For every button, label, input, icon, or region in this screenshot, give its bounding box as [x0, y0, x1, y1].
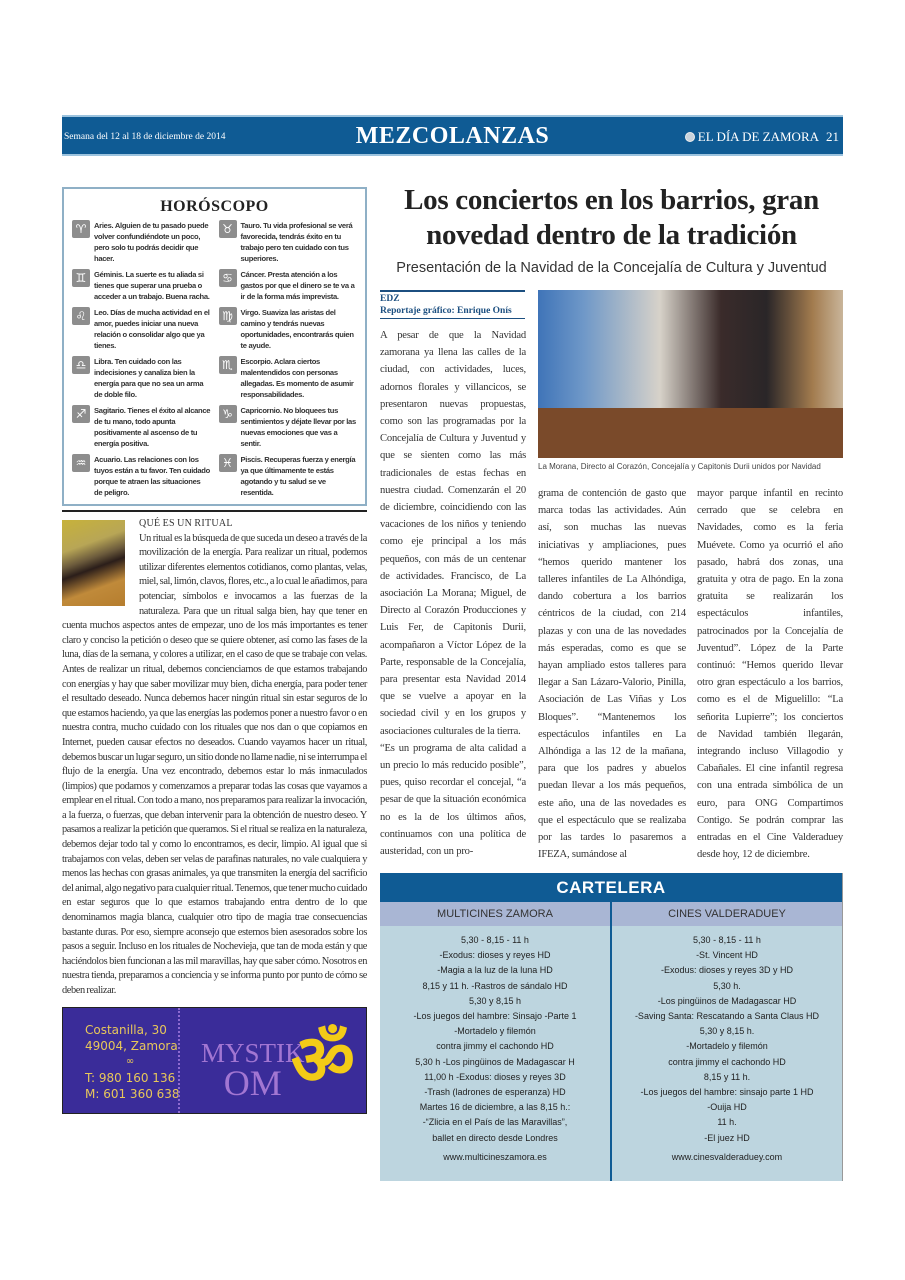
cinema-columns — [380, 902, 842, 1181]
showtime-line: -El juez HD — [704, 1132, 750, 1143]
showtime-line: -Los pingüinos de Madagascar HD — [657, 995, 797, 1006]
sign-text: Tauro. Tu vida profesional se verá favorecida, tendrás éxito en tu trabajo pero ten cuidado con tus superiores. — [240, 221, 353, 263]
logo-line2: OM — [223, 1062, 282, 1103]
ritual-title: QUÉ ES UN RITUAL — [139, 518, 233, 529]
aries-icon: ♈ — [72, 220, 90, 238]
showtime-line: -Los juegos del hambre: sinsajo parte 1 HD — [640, 1087, 814, 1098]
horoscope-sign — [72, 220, 211, 264]
ad-phone: T: 980 160 136 — [85, 1070, 176, 1085]
showtime-line: contra jimmy el cachondo HD — [436, 1041, 554, 1052]
showtime-line: 8,15 y 11 h. -Rastros de sándalo HD — [422, 980, 568, 991]
horoscope-sign — [72, 307, 211, 351]
leo-icon: ♌ — [72, 307, 90, 325]
logo-line1: MYSTIK — [201, 1037, 305, 1068]
mystik-om-ad[interactable] — [62, 1007, 367, 1114]
ritual-article — [62, 517, 367, 999]
showtime-line: -St. Vincent HD — [696, 950, 758, 961]
article-column-3: mayor parque infantil en recinto cerrado que se celebra en Navidades, como es la feria Muévete. Como ya ocurrió el año pasado, habrá dos zonas, una gratuita y otra de pago. En la zona gratuita se realizarán los espectáculos infantiles, patrocinados por la Concejalía de Juventud”. López de la Parte continuó: “Hemos querido llevar otro gran espectáculo a los barrios, como es el de Miguelillo: “La señorita Lupierre”; los conciertos de Navidad también llegarán, integrando incluso Villagodio y Cabañales. El cine infantil regresa con una entrada simbólica de un euro, para ONG Compartimos Contigo. Se podrán comprar las entradas en el Cine Valderaduey desde hoy, 12 de diciembre. — [697, 488, 843, 861]
showtime-line: Martes 16 de diciembre, a las 8,15 h.: — [419, 1102, 571, 1113]
showtime-line: contra jimmy el cachondo HD — [668, 1056, 786, 1067]
cinema-website-link[interactable]: www.cinesvalderaduey.com — [671, 1151, 783, 1162]
paragraph: A pesar de que la Navidad zamorana ya llena las calles de la ciudad, con actividades, luces, adornos florales y villancicos, se presentaron nuevas propuestas, como son las programadas por la Concejalía de Cultura y Juventud y que se sienten como las más tradicionales de estas fechas en nuestra ciudad. Comenzarán el 20 de diciembre, coincidiendo con las vacaciones de los niños y teniendo como eje principal a los más pequeños, con más de un centenar de actividades. Francisco, de La asociación La Morana; Miguel, de Directo al Corazón Producciones y Luis Fer, de Capitonis Durii, acompañaron a Víctor López de la Parte, responsable de la Concejalía, para presentar esta Navidad 2014 que se vuelve a apoyar en la sociedad civil y en los grupos y asociaciones culturales de la tierra. — [380, 330, 526, 737]
sign-text: Aries. Alguien de tu pasado puede volver confundiéndote un poco, pero solo tu podrás decidir que hacer. — [94, 221, 209, 263]
showtime-line: -Exodus: dioses y reyes HD — [439, 950, 551, 961]
brand-name: EL DÍA DE ZAMORA — [697, 129, 819, 144]
showtime-line: -“Zlicia en el País de las Maravillas”, — [422, 1117, 568, 1128]
showtime-line: ballet en directo desde Londres — [432, 1132, 558, 1143]
ad-address-street: Costanilla, 30 — [85, 1022, 167, 1037]
logo-dot-icon — [685, 132, 695, 142]
aquarius-icon: ♒ — [72, 454, 90, 472]
photo-credit: Reportaje gráfico: Enrique Onís — [380, 306, 512, 316]
horoscope-sign — [72, 405, 211, 449]
sign-text: Escorpio. Aclara ciertos malentendidos con personas allegadas. Es momento de asumir responsabilidades. — [240, 357, 354, 399]
showtime-line: 5,30 y 8,15 h — [468, 995, 522, 1006]
ad-separator: ∞ — [125, 1055, 135, 1067]
article-column-1 — [380, 327, 526, 860]
pisces-icon: ♓ — [219, 454, 237, 472]
ad-decorative-chain — [178, 1008, 182, 1113]
horoscope-sign — [219, 307, 358, 351]
sign-text: Géminis. La suerte es tu aliada si tienes que superar una prueba o acceder a un trabajo. Buena racha. — [94, 270, 210, 301]
showtime-line: -Mortadelo y filemón — [686, 1041, 768, 1052]
horoscope-sign — [219, 269, 358, 302]
press-conference-photo — [538, 290, 843, 458]
cancer-icon: ♋ — [219, 269, 237, 287]
sign-text: Capricornio. No bloquees tus sentimientos y déjate llevar por las nuevas emociones que vas a sentir. — [240, 406, 356, 448]
showtime-line: 8,15 y 11 h. — [703, 1071, 751, 1082]
newspaper-brand — [685, 129, 819, 145]
taurus-icon: ♉ — [219, 220, 237, 238]
cinema-listing — [610, 902, 842, 1181]
showtime-line: 11 h. — [717, 1117, 737, 1128]
horoscope-title: HORÓSCOPO — [160, 198, 269, 215]
sign-text: Piscis. Recuperas fuerza y energía ya que últimamente te estás agotando y tu salud se ve resentida. — [240, 455, 356, 497]
horoscope-sign — [72, 356, 211, 400]
showtime-line: 5,30 h. — [713, 980, 741, 991]
horoscope-sign — [219, 356, 358, 400]
horoscope-grid — [64, 216, 365, 498]
showtime-line: -Exodus: dioses y reyes 3D y HD — [660, 965, 794, 976]
photo-caption: La Morana, Directo al Corazón, Concejalía y Capitonis Durii unidos por Navidad — [538, 462, 821, 471]
article-headline: Los conciertos en los barrios, gran novedad dentro de la tradición — [404, 184, 819, 251]
sagittarius-icon: ♐ — [72, 405, 90, 423]
showtime-line: 5,30 - 8,15 - 11 h — [461, 935, 529, 945]
sign-text: Cáncer. Presta atención a los gastos por que el dinero se te va a ir de la forma más imprevista. — [240, 270, 355, 301]
section-title: MEZCOLANZAS — [355, 123, 550, 149]
ad-contact — [85, 1022, 180, 1102]
sign-text: Libra. Ten cuidado con las indecisiones y canaliza bien la energía para que no sea un arma de doble filo. — [94, 357, 204, 399]
gemini-icon: ♊ — [72, 269, 90, 287]
sign-text: Sagitario. Tienes el éxito al alcance de tu mano, todo apunta positivamente al ascenso de tu energía positiva. — [94, 406, 211, 448]
article-column-2: grama de contención de gasto que marca todas las actividades. Aún así, son muchas las nuevas iniciativas y ampliaciones, pues “hemos querido mantener los talleres infantiles de La Alhóndiga, dando cobertura a los barrios céntricos de la ciudad, con 214 plazas y con una de las novedades más esperadas, como es que se hayan ampliado estos talleres para llegar a San Lázaro-Valorio, Pinilla, Asociación de Las Viñas y Los Bloques”. “Mantenemos los espectáculos infantiles en La Alhóndiga a las 12 de la mañana, para que los padres y abuelos puedan llevar a los más pequeños, este año, una de las novedades es que el espectáculo que se realizaba por las tardes lo pasaremos a IFEZA, sumándose al — [538, 488, 686, 861]
sign-text: Leo. Días de mucha actividad en el amor, puedes iniciar una nueva relación o consolidar algo que ya tienes. — [94, 308, 210, 350]
virgo-icon: ♍ — [219, 307, 237, 325]
left-column — [62, 187, 367, 1114]
ad-address-city: 49004, Zamora — [85, 1038, 178, 1053]
horoscope-sign — [72, 269, 211, 302]
showtimes-list — [380, 926, 610, 1165]
ad-logo-text — [201, 1037, 305, 1103]
issue-date: Semana del 12 al 18 de diciembre de 2014 — [64, 132, 226, 142]
showtime-line: 5,30 - 8,15 - 11 h — [693, 935, 761, 945]
showtime-line: -Ouija HD — [707, 1102, 747, 1113]
cinema-name: CINES VALDERADUEY — [612, 902, 842, 926]
showtime-line: 5,30 h -Los pingüinos de Madagascar H — [415, 1056, 575, 1067]
showtime-line: -Trash (ladrones de esperanza) HD — [424, 1087, 566, 1098]
om-symbol-icon: ॐ — [291, 1017, 355, 1101]
cinema-website-link[interactable]: www.multicineszamora.es — [443, 1151, 547, 1162]
page-number: 21 — [826, 129, 839, 144]
sign-text: Virgo. Suaviza las aristas del camino y tendrás nuevas oportunidades, encontrarás quien te ayude. — [240, 308, 354, 350]
horoscope-sign — [219, 220, 358, 264]
horoscope-sign — [72, 454, 211, 498]
author: EDZ — [380, 294, 400, 304]
author-photo — [62, 520, 125, 606]
showtime-line: -Saving Santa: Rescatando a Santa Claus HD — [634, 1011, 820, 1022]
page-header — [62, 115, 843, 156]
byline — [380, 290, 525, 319]
showtime-line: 11,00 h -Exodus: dioses y reyes 3D — [424, 1071, 566, 1082]
showtimes-list — [612, 926, 842, 1165]
showtime-line: -Los juegos del hambre: Sinsajo -Parte 1 — [413, 1011, 577, 1022]
horoscope-sign — [219, 405, 358, 449]
capricorn-icon: ♑ — [219, 405, 237, 423]
showtime-line: -Magia a la luz de la luna HD — [437, 965, 553, 976]
cartelera-title: CARTELERA — [380, 873, 842, 902]
scorpio-icon: ♏ — [219, 356, 237, 374]
divider — [62, 510, 367, 512]
horoscope-box — [62, 187, 367, 506]
cinema-name: MULTICINES ZAMORA — [380, 902, 610, 926]
libra-icon: ♎ — [72, 356, 90, 374]
paragraph: “Es un programa de alta calidad a un precio lo más reducido posible”, pues, quiso recordar el concejal, “a pesar de que la situación económica no es la de los últimos años, continuamos con una política de austeridad, con un pro- — [380, 742, 526, 858]
ad-mobile: M: 601 360 638 — [85, 1086, 180, 1101]
article-subtitle: Presentación de la Navidad de la Concejalía de Cultura y Juventud — [396, 260, 827, 276]
sign-text: Acuario. Las relaciones con los tuyos están a tu favor. Ten cuidado porque te atraen las situaciones de peligro. — [94, 455, 210, 497]
horoscope-sign — [219, 454, 358, 498]
showtime-line: 5,30 y 8,15 h. — [699, 1026, 755, 1037]
cartelera-box — [380, 873, 843, 1181]
photo-table — [538, 408, 843, 458]
cinema-listing — [380, 902, 610, 1181]
showtime-line: -Mortadelo y filemón — [454, 1026, 536, 1037]
ritual-body: Un ritual es la búsqueda de que suceda un deseo a través de la movilización de la energía. Para realizar un ritual, podemos utilizar diferentes elementos cotidianos, como plantas, velas, miel, sal, limón, clavos, flores, etc., a lo cual le añadimos, para potenciar, símbolos e invocamos a las fuerzas de la naturaleza. Para que un ritual salga bien, hay que tener en cuenta muchos aspectos antes de empezar, uno de los más importantes es tener claro y conciso la petición o deseo que se quiere obtener, así como las fases de la luna, días de la semana, y colores a utilizar, en el caso de que se trabaje con velas. Antes de realizar un ritual, debemos concienciarnos de que estamos trabajando con energías y hay que saber movilizar muy bien, dicha energía, para poder tener el resultado deseado. Nunca debemos hacer ningún ritual sin estar seguros de lo que estamos haciendo, ya que las energías las podemos poner a nuestro favor o en nuestra contra, mucho cuidado con los rituales que nos dan o que copiamos en Internet, pueden causar efectos no deseados. Cuando vayamos hacer un ritual, debemos buscar un lugar seguro, un sitio donde no llame nadie, ni se interrumpa el flujo de la energía. Una vez encontrado, debemos estar lo más inmaculados (limpios) que podamos y comenzamos a preparar todas las cosas que vayamos a emplear en el ritual. Con todo a mano, nos preparamos para realizar la invocación, a la fuerza, o fuerzas, que deban intervenir para la obtención de nuestro deseo. Y pasamos a realizar la petición que queramos. Si el ritual se realiza en la naturaleza, debemos dejar todo tal y como lo encontramos, es decir, limpio. Al igual que si trabajamos con velas, deben ser velas de parafinas naturales, no vale cualquiera y menos las hechas con grasas animales, ya que transmiten la energía del sacrificio del animal, algo negativo para cualquier ritual. Tenemos, que tener mucho cuidado en estar seguros que lo que estamos trabajando entra dentro de lo que denominamos magia blanca, cualquier otro tipo de magia trae consecuencias bastante duras. Por eso, siempre aconsejo que estemos bien asesorados sobre los pasos a seguir. Incluso en los rituales de Nochevieja, que tan de moda están y que haciéndolos bien funcionan a las mil maravillas, hay que saber cómo. Nosotros en nuestra tienda, preparamos a conciencia y se informa punto por punto de cómo se deben realizar. — [62, 532, 367, 996]
